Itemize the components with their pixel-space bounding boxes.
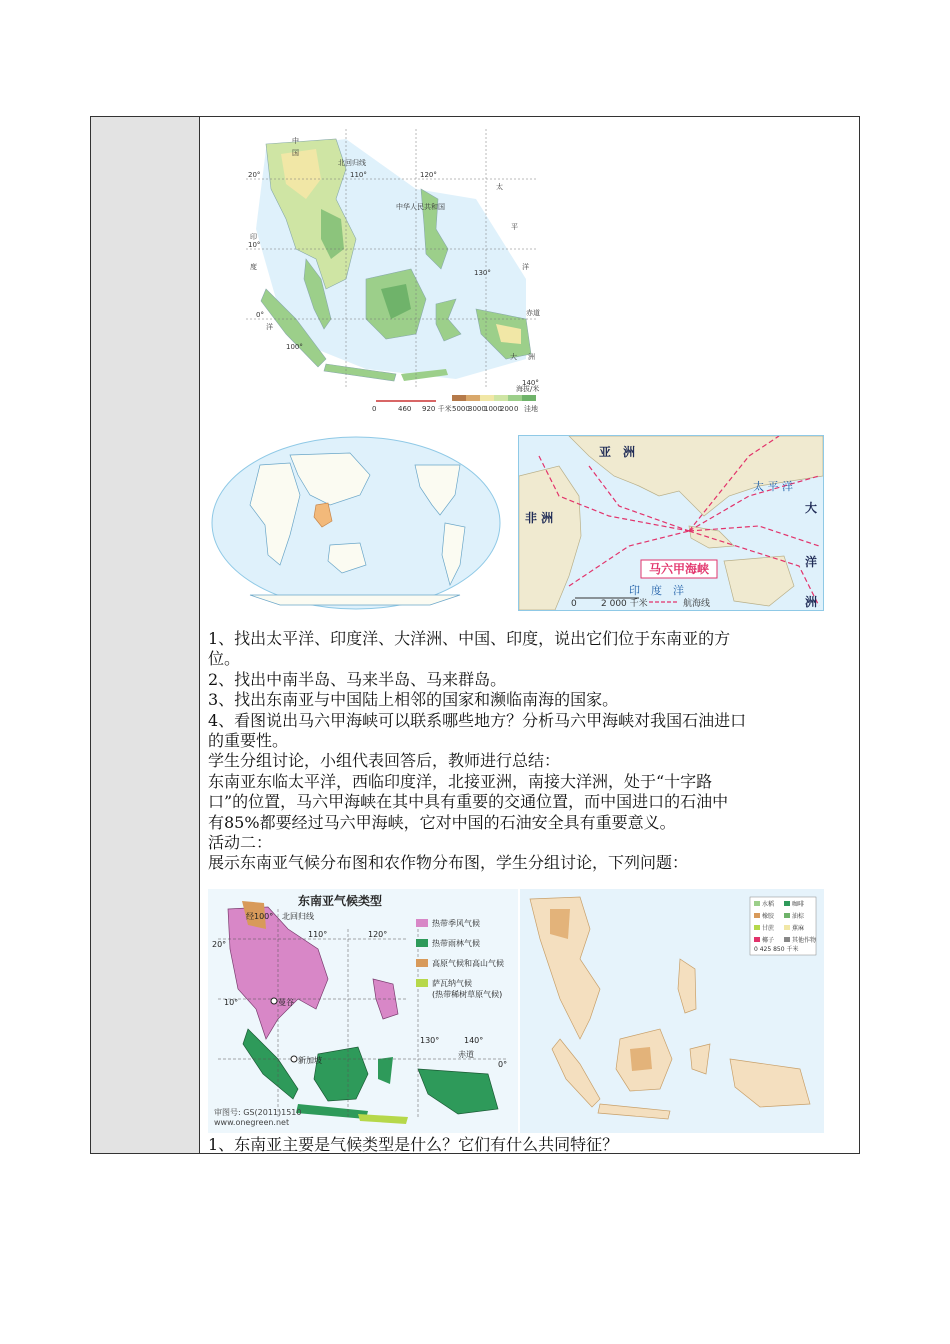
map4-degree-20: 20° xyxy=(212,940,227,949)
map1-label-zhong: 中 xyxy=(292,137,299,145)
map5-legend-abaca: 蕉麻 xyxy=(792,925,805,932)
map1-label-prc: 中华人民共和国 xyxy=(396,203,445,211)
map1-degree-10: 10° xyxy=(248,241,261,249)
map1-label-tai: 太 xyxy=(496,183,503,191)
question-line: 1、东南亚主要是气候类型是什么？它们有什么共同特征？ xyxy=(208,1135,619,1154)
map1-label-da: 大 xyxy=(510,353,517,361)
map1-degree-110: 110° xyxy=(350,171,367,179)
map5-legend-oilpalm: 油棕 xyxy=(792,913,805,920)
map1-degree-20: 20° xyxy=(248,171,261,179)
map5-legend-other: 其他作物 xyxy=(792,937,817,944)
map1-label-du: 度 xyxy=(250,263,257,271)
text-line: 位。 xyxy=(208,649,241,669)
map5-legend-coffee: 咖啡 xyxy=(792,901,805,908)
map1-label-yang1: 洋 xyxy=(522,263,529,271)
map5-legend-coconut: 椰子 xyxy=(762,937,775,944)
map3-scale-zero: 0 xyxy=(571,599,577,609)
map4-legend-savanna: 萨瓦纳气候 xyxy=(432,979,472,988)
map4-label-bangkok: 曼谷 xyxy=(278,998,294,1007)
map3-asia-label: 亚 洲 xyxy=(599,445,636,459)
map3-indian-label: 印 度 洋 xyxy=(629,584,684,597)
text-line: 4、看图说出马六甲海峡可以联系哪些地方？分析马六甲海峡对我国石油进口 xyxy=(208,710,747,730)
southeast-asia-topographic-map xyxy=(226,129,556,419)
map1-label-guo: 国 xyxy=(292,149,299,157)
content-cell xyxy=(200,117,859,1153)
map4-label-100: 经100° xyxy=(246,912,274,921)
map1-elevation-title: 海拔/米 xyxy=(516,385,540,393)
text-line: 活动二： xyxy=(208,833,273,853)
map1-degree-120: 120° xyxy=(420,171,437,179)
map1-scale-0: 0 xyxy=(372,405,377,413)
map1-elev-depression: 洼地 xyxy=(524,405,538,413)
lesson-text xyxy=(208,629,856,874)
map4-label-equator: 赤道 xyxy=(458,1050,474,1059)
map4-degree-110: 110° xyxy=(308,930,328,939)
text-line: 东南亚东临太平洋，西临印度洋，北接亚洲，南接大洋洲，处于“十字路 xyxy=(208,771,713,791)
map4-watermark: 审图号: GS(2011)1510 xyxy=(214,1108,302,1117)
map4-legend-monsoon: 热带季风气候 xyxy=(432,919,480,928)
map4-legend-rainforest: 热带雨林气候 xyxy=(432,939,480,948)
map3-oceania-1: 大 xyxy=(805,501,818,515)
text-line: 口”的位置，马六甲海峡在其中具有重要的交通位置，而中国进口的石油中 xyxy=(208,792,729,812)
southeast-asia-crop-map xyxy=(520,889,824,1133)
map4-legend-savanna-note: (热带稀树草原气候) xyxy=(432,990,503,999)
map1-degree-0: 0° xyxy=(256,311,264,319)
map1-elev-200: 200 xyxy=(500,405,514,413)
map4-site: www.onegreen.net xyxy=(214,1118,290,1127)
map1-scale-920: 920 千米 xyxy=(422,405,452,413)
map1-degree-130: 130° xyxy=(474,269,491,277)
map3-oceania-3: 洲 xyxy=(805,595,818,609)
map4-label-tropic: 北回归线 xyxy=(282,912,314,921)
map1-label-yang2: 洋 xyxy=(266,323,273,331)
map1-label-zhou: 洲 xyxy=(528,353,535,361)
map5-legend-rubber: 橡胶 xyxy=(762,913,775,920)
map3-scale-label: 2 000 千米 xyxy=(601,599,648,609)
text-line: 的重要性。 xyxy=(208,731,289,751)
text-line: 有85%都要经过马六甲海峡，它对中国的石油安全具有重要意义。 xyxy=(208,812,676,832)
map3-route-legend: 航海线 xyxy=(683,599,711,609)
text-line: 3、找出东南亚与中国陆上相邻的国家和濒临南海的国家。 xyxy=(208,690,619,710)
malacca-strait-route-map xyxy=(518,435,824,611)
climate-question xyxy=(208,1135,856,1155)
map4-title: 东南亚气候类型 xyxy=(298,894,383,908)
map1-elev-3000: 3000 xyxy=(468,405,486,413)
southeast-asia-climate-map xyxy=(208,889,518,1133)
map3-pacific-label: 太 平 洋 xyxy=(753,480,793,493)
map4-degree-0: 0° xyxy=(498,1060,508,1069)
lesson-table xyxy=(90,116,860,1154)
map3-strait-label: 马六甲海峡 xyxy=(649,562,710,576)
map3-oceania-2: 洋 xyxy=(805,555,818,569)
map1-elev-0: 0 xyxy=(514,405,519,413)
map4-degree-140: 140° xyxy=(464,1036,484,1045)
map1-elev-5000: 5000 xyxy=(452,405,470,413)
map1-label-tropic: 北回归线 xyxy=(338,159,366,167)
text-line: 1、找出太平洋、印度洋、大洋洲、中国、印度，说出它们位于东南亚的方 xyxy=(208,629,731,648)
map1-label-equator: 赤道 xyxy=(526,309,540,317)
map4-degree-120: 120° xyxy=(368,930,388,939)
text-line: 展示东南亚气候分布图和农作物分布图，学生分组讨论，下列问题： xyxy=(208,853,689,873)
map5-legend-sugarcane: 甘蔗 xyxy=(762,925,775,932)
map5-legend-rice: 水稻 xyxy=(762,901,775,908)
map4-legend-highland: 高原气候和高山气候 xyxy=(432,959,504,968)
map1-degree-100: 100° xyxy=(286,343,303,351)
map1-label-ping: 平 xyxy=(511,223,518,231)
left-column-cell xyxy=(91,117,200,1153)
map4-degree-130: 130° xyxy=(420,1036,440,1045)
world-location-map xyxy=(210,435,502,611)
text-line: 2、找出中南半岛、马来半岛、马来群岛。 xyxy=(208,669,507,689)
map1-degree-140: 140° xyxy=(522,379,539,387)
text-line: 学生分组讨论，小组代表回答后，教师进行总结： xyxy=(208,751,561,771)
map5-scale: 0 425 850 千米 xyxy=(754,946,799,953)
map1-label-yin: 印 xyxy=(250,233,257,241)
map4-degree-10: 10° xyxy=(224,998,239,1007)
map4-label-singapore: 新加坡 xyxy=(298,1056,322,1065)
map3-africa-label: 非 洲 xyxy=(525,511,554,525)
map1-elev-1000: 1000 xyxy=(484,405,502,413)
map1-scale-460: 460 xyxy=(398,405,412,413)
